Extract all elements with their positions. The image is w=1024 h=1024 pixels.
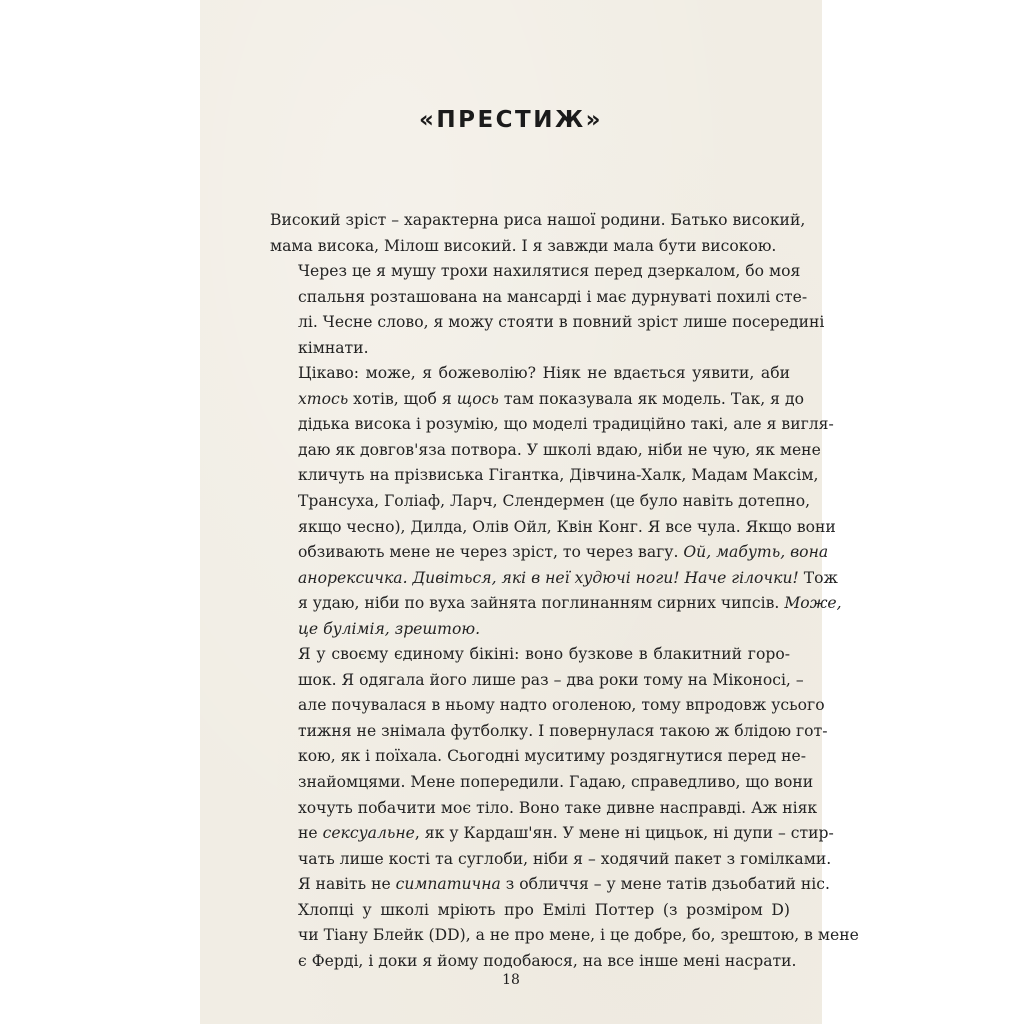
- text-line: [270, 591, 842, 617]
- text-segment: не: [298, 824, 323, 843]
- italic-text: сексуальне: [322, 824, 415, 843]
- text-segment: я удаю, ніби по вуха зайнята поглинанням сирних чипсів.: [298, 594, 785, 613]
- text-line: Високий зріст – характерна риса нашої родини. Батько високий,: [270, 211, 806, 229]
- text-segment: Я навіть не: [298, 875, 396, 894]
- text-line: даю як довгов'яза потвора. У школі вдаю, ніби не чую, як мене: [298, 440, 821, 459]
- text-line: [270, 387, 804, 413]
- text-line: мама висока, Мілош високий. І я завжди мала бути високою.: [270, 236, 777, 255]
- book-page: [200, 0, 859, 1024]
- italic-text: анорексичка. Дивіться, які в неї худючі ноги! Наче гілочки!: [298, 568, 799, 587]
- text-line: кімнати.: [298, 338, 369, 357]
- text-line: Цікаво: може, я божеволію? Ніяк не вдається уявити, аби: [298, 364, 790, 383]
- text-segment: там показувала як модель. Так, я до: [498, 389, 804, 408]
- italic-text: щось: [456, 389, 499, 408]
- text-segment: з обличчя – у мене татів дзьобатий ніс.: [500, 875, 830, 894]
- text-line: шок. Я одягала його лише раз – два роки тому на Міконосі, –: [298, 670, 804, 689]
- text-segment: хотів, щоб я: [348, 389, 457, 408]
- text-line: [270, 821, 834, 847]
- text-line: Через це я мушу трохи нахилятися перед дзеркалом, бо моя: [298, 262, 801, 281]
- body-text: [270, 208, 859, 974]
- text-segment: , як у Кардаш'ян. У мене ні цицьок, ні дупи – стир-: [414, 824, 834, 843]
- paragraph-1: [270, 208, 806, 259]
- text-line: тижня не знімала футболку. І повернулася такою ж блідою гот-: [298, 721, 828, 740]
- text-line: є Ферді, і доки я йому подобаюся, на все інше мені насрати.: [298, 951, 797, 970]
- text-line: кличуть на прізвиська Гігантка, Дівчина-Халк, Мадам Максім,: [298, 466, 819, 485]
- text-segment: Тож: [798, 568, 838, 587]
- text-line: кою, як і поїхала. Сьогодні муситиму роздягнутися перед не-: [298, 747, 806, 766]
- italic-text: Може,: [784, 594, 842, 613]
- text-line: якщо чесно), Дилда, Олів Ойл, Квін Конг. Я все чула. Якщо вони: [298, 517, 836, 536]
- text-line: хочуть побачити моє тіло. Воно таке дивне насправді. Аж ніяк: [298, 798, 818, 817]
- text-line: лі. Чесне слово, я можу стояти в повний зріст лише посередині: [298, 313, 825, 332]
- text-line: [270, 617, 790, 643]
- text-line: Трансуха, Голіаф, Ларч, Слендермен (це було навіть дотепно,: [298, 492, 811, 511]
- text-line: Хлопці у школі мріють про Емілі Поттер (з розміром D): [298, 900, 790, 919]
- text-line: чать лише кості та суглоби, ніби я – ходячий пакет з гомілками.: [298, 849, 832, 868]
- paragraph-2: [270, 259, 825, 361]
- text-line: [270, 872, 830, 898]
- paragraph-3: [270, 361, 842, 642]
- chapter-title: «ПРЕСТИЖ»: [418, 107, 603, 133]
- page-number: 18: [502, 972, 520, 988]
- text-line: Я у своєму єдиному бікіні: воно бузкове в блакитний горо-: [298, 645, 790, 664]
- text-line: спальня розташована на мансарді і має дурнуваті похилі сте-: [298, 287, 808, 306]
- text-segment: обзивають мене не через зріст, то через вагу.: [298, 543, 684, 562]
- italic-text: симпатична: [395, 875, 501, 894]
- text-line: знайомцями. Мене попередили. Гадаю, справедливо, що вони: [298, 773, 814, 792]
- italic-text: хтось: [298, 389, 349, 408]
- text-line: чи Тіану Блейк (DD), а не про мене, і це добре, бо, зрештою, в мене: [298, 926, 859, 945]
- text-line: [270, 540, 829, 566]
- paragraph-4: [270, 642, 834, 897]
- text-line: дідька висока і розумію, що моделі традиційно такі, але я вигля-: [298, 415, 834, 434]
- paragraph-5: [270, 898, 859, 975]
- italic-text: Ой, мабуть, вона: [683, 543, 829, 562]
- italic-text: це булімія, зрештою.: [298, 619, 481, 638]
- text-line: але почувалася в ньому надто оголеною, тому впродовж усього: [298, 696, 825, 715]
- text-line: [270, 566, 838, 592]
